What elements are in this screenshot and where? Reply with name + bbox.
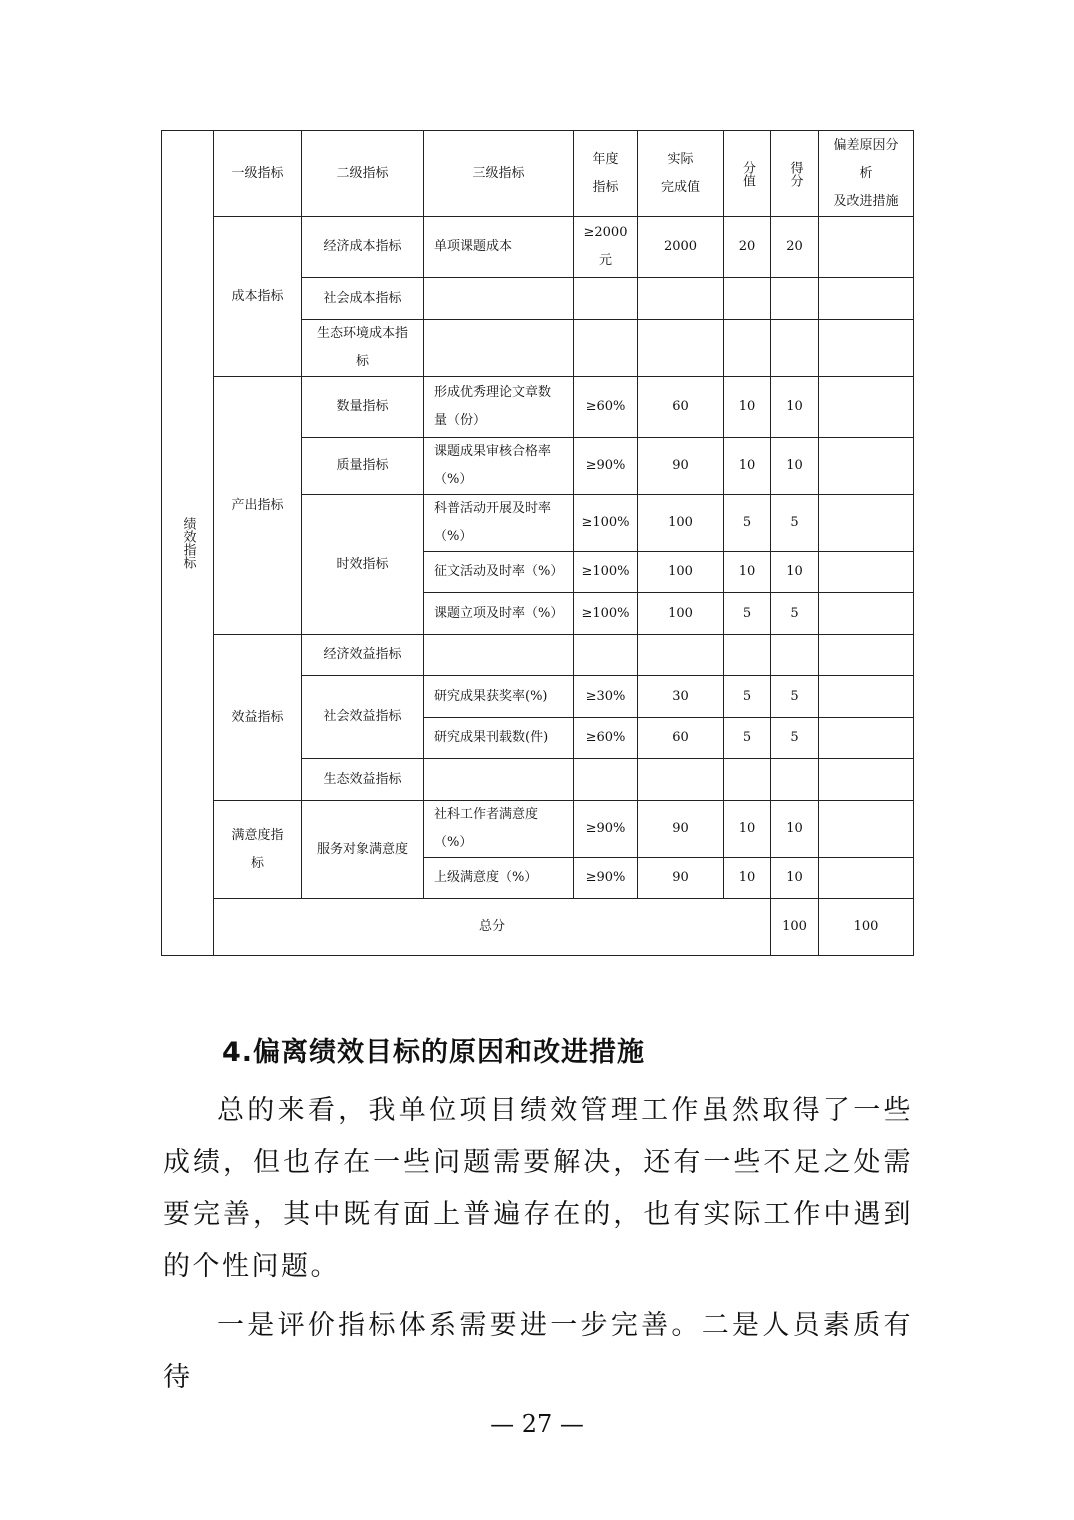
header-level1: 一级指标 <box>214 131 302 217</box>
total-label: 总分 <box>214 899 771 956</box>
output-quantity-score: 10 <box>771 377 819 438</box>
timeliness-r1-target: ≥100% <box>574 495 638 552</box>
cost-econ-score: 20 <box>771 217 819 278</box>
table-row <box>162 635 914 676</box>
satisfaction-r2-weight: 10 <box>724 858 771 899</box>
timeliness-r2-indicator: 征文活动及时率（%） <box>424 552 574 593</box>
timeliness-r3-score: 5 <box>771 593 819 635</box>
timeliness-r2-weight: 10 <box>724 552 771 593</box>
satisfaction-r2-score: 10 <box>771 858 819 899</box>
timeliness-r1-indicator: 科普活动开展及时率 （%） <box>424 495 574 552</box>
header-level3: 三级指标 <box>424 131 574 217</box>
table-row <box>162 217 914 278</box>
header-level2: 二级指标 <box>302 131 424 217</box>
header-weight: 分值 <box>724 131 771 217</box>
output-quality-target: ≥90% <box>574 438 638 495</box>
output-quality-actual: 90 <box>638 438 724 495</box>
benefit-social-label: 社会效益指标 <box>302 676 424 759</box>
table-row <box>162 801 914 858</box>
timeliness-r3-actual: 100 <box>638 593 724 635</box>
satisfaction-r2-actual: 90 <box>638 858 724 899</box>
benefit-econ-label: 经济效益指标 <box>302 635 424 676</box>
cost-econ-indicator: 单项课题成本 <box>424 217 574 278</box>
total-row <box>162 899 914 956</box>
benefit-social-r1-score: 5 <box>771 676 819 718</box>
paragraph-2: 一是评价指标体系需要进一步完善。二是人员素质有待 <box>163 1310 913 1393</box>
side-label: 绩效指标 <box>162 131 214 956</box>
output-quantity-label: 数量指标 <box>302 377 424 438</box>
benefit-social-r1-indicator: 研究成果获奖率(%) <box>424 676 574 718</box>
satisfaction-r1-target: ≥90% <box>574 801 638 858</box>
cost-econ-target: ≥2000 元 <box>574 217 638 278</box>
header-actual: 实际 完成值 <box>638 131 724 217</box>
timeliness-r3-weight: 5 <box>724 593 771 635</box>
benefit-social-r2-indicator: 研究成果刊载数(件) <box>424 718 574 759</box>
benefit-social-r1-target: ≥30% <box>574 676 638 718</box>
cost-social-label: 社会成本指标 <box>302 278 424 320</box>
timeliness-r2-score: 10 <box>771 552 819 593</box>
timeliness-r2-target: ≥100% <box>574 552 638 593</box>
output-quantity-target: ≥60% <box>574 377 638 438</box>
output-quality-indicator: 课题成果审核合格率 （%） <box>424 438 574 495</box>
total-score: 100 <box>819 899 914 956</box>
satisfaction-label: 满意度指 标 <box>214 801 302 899</box>
output-quality-weight: 10 <box>724 438 771 495</box>
header-score: 得分 <box>771 131 819 217</box>
section-heading: 4.偏离绩效目标的原因和改进措施 <box>222 1037 646 1068</box>
output-quality-label: 质量指标 <box>302 438 424 495</box>
output-quantity-actual: 60 <box>638 377 724 438</box>
cost-econ-actual: 2000 <box>638 217 724 278</box>
performance-table <box>161 130 914 956</box>
benefit-eco-label: 生态效益指标 <box>302 759 424 801</box>
benefit-social-r2-target: ≥60% <box>574 718 638 759</box>
header-deviation: 偏差原因分 析 及改进措施 <box>819 131 914 217</box>
timeliness-r3-target: ≥100% <box>574 593 638 635</box>
benefit-social-r2-score: 5 <box>771 718 819 759</box>
satisfaction-r1-actual: 90 <box>638 801 724 858</box>
satisfaction-r2-indicator: 上级满意度（%） <box>424 858 574 899</box>
timeliness-r2-actual: 100 <box>638 552 724 593</box>
table-row <box>162 377 914 438</box>
output-quality-score: 10 <box>771 438 819 495</box>
total-weight: 100 <box>771 899 819 956</box>
satisfaction-r1-weight: 10 <box>724 801 771 858</box>
satisfaction-r2-target: ≥90% <box>574 858 638 899</box>
satisfaction-r1-score: 10 <box>771 801 819 858</box>
cost-econ-label: 经济成本指标 <box>302 217 424 278</box>
cost-econ-deviation <box>819 217 914 278</box>
page-number: — 27 — <box>490 1410 584 1438</box>
timeliness-r3-indicator: 课题立项及时率（%） <box>424 593 574 635</box>
header-annual: 年度 指标 <box>574 131 638 217</box>
paragraph-1: 总的来看，我单位项目绩效管理工作虽然取得了一些成绩，但也存在一些问题需要解决，还有一些不足之处需要完善，其中既有面上普遍存在的，也有实际工作中遇到的个性问题。 <box>163 1095 913 1282</box>
cost-eco-label: 生态环境成本指 标 <box>302 320 424 377</box>
output-label: 产出指标 <box>214 377 302 635</box>
output-timeliness-label: 时效指标 <box>302 495 424 635</box>
output-quantity-indicator: 形成优秀理论文章数 量（份） <box>424 377 574 438</box>
satisfaction-sub-label: 服务对象满意度 <box>302 801 424 899</box>
cost-label: 成本指标 <box>214 217 302 377</box>
benefit-label: 效益指标 <box>214 635 302 801</box>
cost-econ-weight: 20 <box>724 217 771 278</box>
output-quantity-weight: 10 <box>724 377 771 438</box>
table-header-row <box>162 131 914 217</box>
timeliness-r1-weight: 5 <box>724 495 771 552</box>
timeliness-r1-actual: 100 <box>638 495 724 552</box>
timeliness-r1-score: 5 <box>771 495 819 552</box>
benefit-social-r2-actual: 60 <box>638 718 724 759</box>
satisfaction-r1-indicator: 社科工作者满意度 （%） <box>424 801 574 858</box>
benefit-social-r2-weight: 5 <box>724 718 771 759</box>
benefit-social-r1-weight: 5 <box>724 676 771 718</box>
benefit-social-r1-actual: 30 <box>638 676 724 718</box>
